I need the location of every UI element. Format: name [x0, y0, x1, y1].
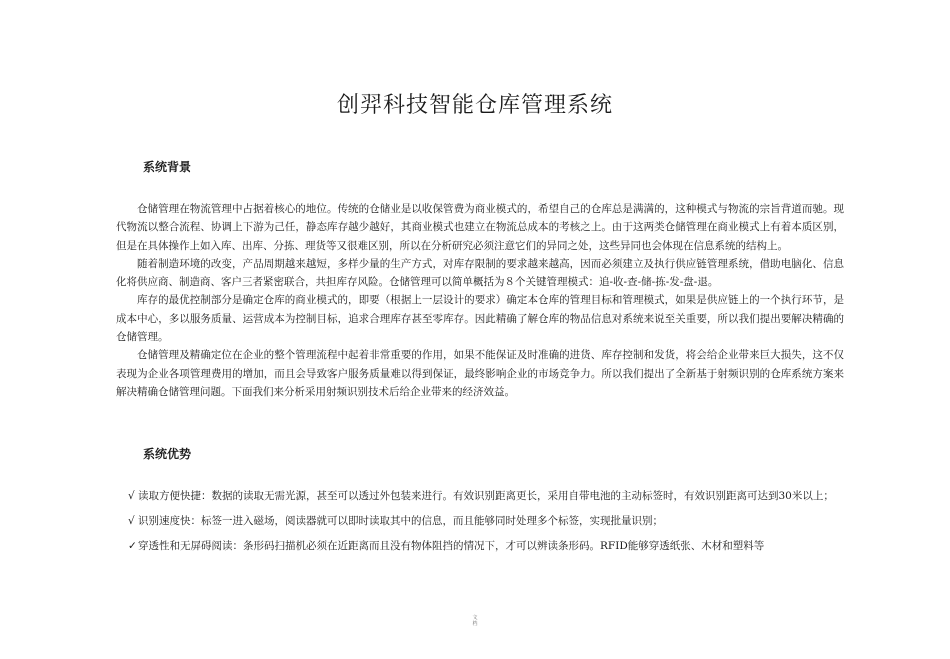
paragraph: 仓储管理及精确定位在企业的整个管理流程中起着非常重要的作用，如果不能保证及时准确的进货、库存控制和发货，将会给企业带来巨大损失，这不仅表现为企业各项管理费用的增加，而且会导致客户服务质量难以得到保证，最终影响企业的市场竞争力。所以我们提出了全新基于射频识别的仓库系统方案来解决精确仓储管理问题。下面我们来分析采用射频识别技术后给企业带来的经济效益。: [116, 349, 844, 398]
paragraph: 仓储管理在物流管理中占据着核心的地位。传统的仓储业是以收保管费为商业模式的，希望自己的仓库总是满满的，这种模式与物流的宗旨背道而驰。现代物流以整合流程、协调上下游为己任，静态库存越少越好，其商业模式也建立在物流总成本的考核之上。由于这两类仓储管理在商业模式上有着本质区别，但是在具体操作上如入库、出库、分拣、理货等又很难区别，所以在分析研究必须注意它们的异同之处，这些异同也会体现在信息系统的结构上。: [116, 203, 844, 252]
list-item-text: 识别速度快：标签一进入磁场，阅读器就可以即时读取其中的信息，而且能够同时处理多个标签，实现批量识别；: [138, 515, 663, 527]
footer-mark-line: 文: [472, 615, 478, 621]
section-heading-advantages: 系统优势: [143, 447, 192, 461]
checkmark-icon: √: [128, 490, 135, 502]
list-item-text: 读取方便快捷：数据的读取无需光源，甚至可以透过外包装来进行。有效识别距离更长，采用自带电池的主动标签时，有效识别距离可达到30米以上；: [138, 490, 834, 502]
footer-mark-line: 档: [472, 621, 478, 627]
list-item: [128, 486, 848, 507]
list-item: [128, 511, 848, 532]
section-heading-background: 系统背景: [143, 160, 192, 174]
list-item: [128, 536, 848, 557]
list-item-text: 穿透性和无屏碍阅读：条形码扫描机必须在近距离而且没有物体阻挡的情况下，才可以辨读条形码。RFID能够穿透纸张、木材和塑料等: [138, 540, 765, 552]
background-body: [116, 200, 844, 401]
paragraph: 随着制造环境的改变，产品周期越来越短，多样少量的生产方式，对库存限制的要求越来越高，因而必须建立及执行供应链管理系统，借助电脑化、信息化将供应商、制造商、客户三者紧密联合，共担库存风险。仓储管理可以简单概括为８个关键管理模式：追-收-查-储-拣-发-盘-退。: [116, 257, 844, 289]
paragraph: 库存的最优控制部分是确定仓库的商业模式的，即要（根据上一层设计的要求）确定本仓库的管理目标和管理模式，如果是供应链上的一个执行环节，是成本中心，多以服务质量、运营成本为控制目标，追求合理库存甚至零库存。因此精确了解仓库的物品信息对系统来说至关重要，所以我们提出要解决精确的仓储管理。: [116, 294, 844, 344]
checkmark-icon: ✓: [128, 540, 137, 552]
footer-watermark: [0, 615, 950, 627]
checkmark-icon: √: [128, 515, 135, 527]
advantages-list: [128, 486, 848, 561]
document-title: 创羿科技智能仓库管理系统: [336, 93, 613, 118]
